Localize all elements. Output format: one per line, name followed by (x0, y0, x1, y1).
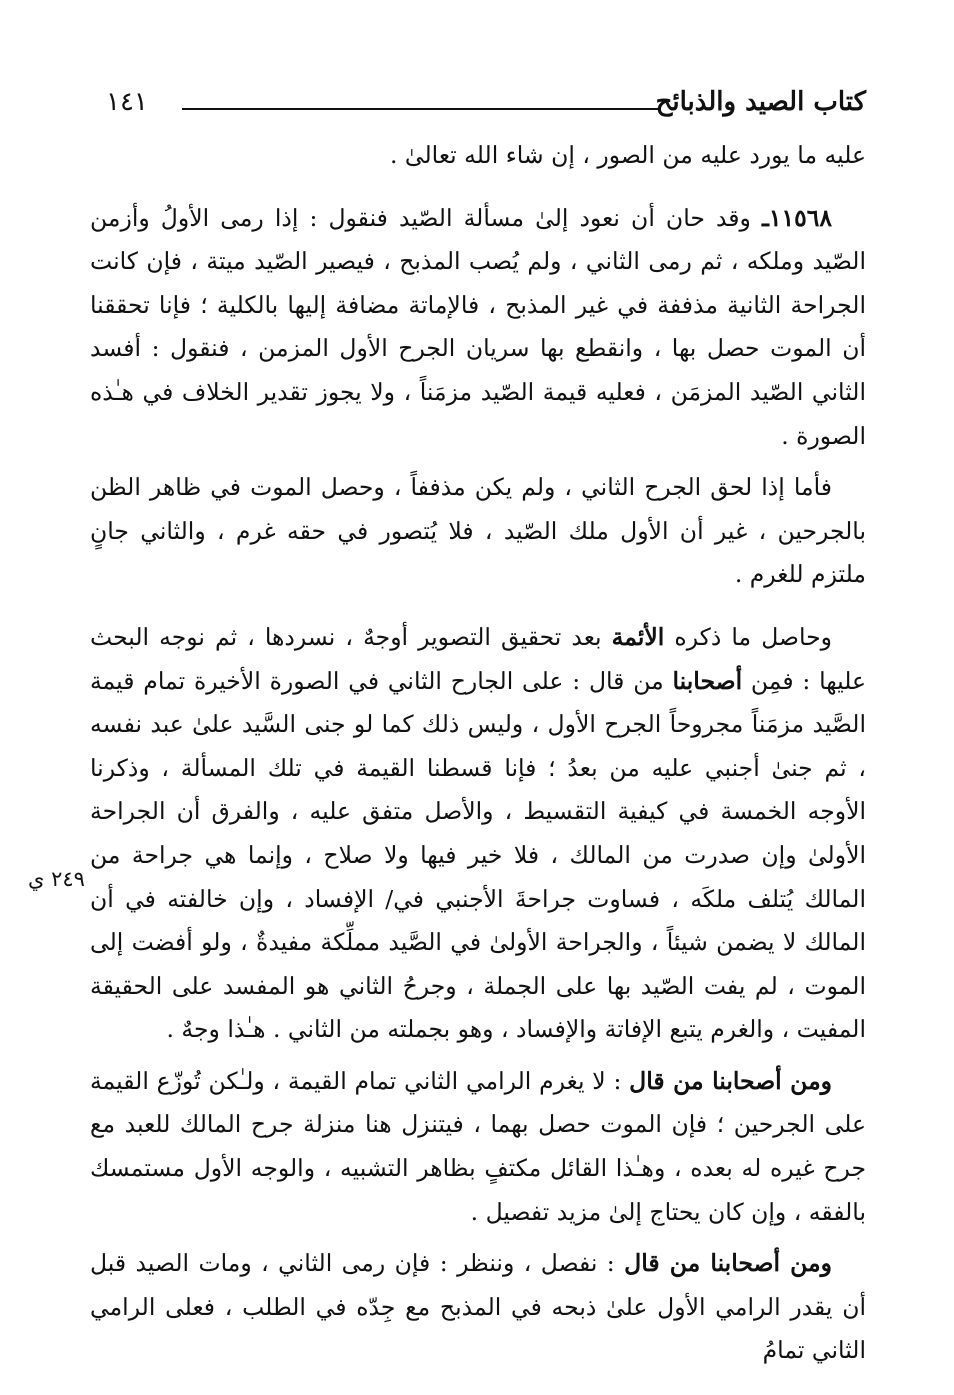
paragraph-text: وحاصل ما ذكره (664, 622, 832, 651)
page-number: ١٤١ (106, 87, 148, 117)
keyword-ashabuna: أصحابنا (672, 666, 743, 695)
header-rule (182, 108, 658, 110)
paragraph-second-opinion (90, 1060, 866, 1234)
paragraph-second-wound: فأما إذا لحق الجرح الثاني ، ولم يكن مذففاً ، وحصل الموت في ظاهر الظن بالجرحين ، غير أن الأول ملك الصّيد ، فلا يُتصور في حقه غرم ، والثاني جانٍ ملتزم للغرم . (90, 473, 866, 589)
manuscript-folio-marker: ٢٤٩ ي (28, 867, 85, 891)
paragraph-text: : نفصل ، وننظر : فإن رمى الثاني ، ومات الصيد قبل أن يقدر الرامي الأول علىٰ ذبحه في المذبح مع جِدّه في الطلب ، فعلى الرامي الثاني تمامُ (90, 1249, 866, 1365)
keyword-ashabuna-qal: ومن أصحابنا من قال (629, 1066, 833, 1095)
paragraph-11568 (90, 197, 866, 459)
keyword-ashabuna-qal: ومن أصحابنا من قال (624, 1249, 832, 1278)
paragraph-third-opinion (90, 1242, 866, 1373)
paragraph-text: وقد حان أن نعود إلىٰ مسألة الصّيد فنقول : إذا رمى الأولُ وأزمن الصّيد وملكه ، ثم رمى الثاني ، ولم يُصب المذبح ، فيصير الصّيد ميتة ، فإن كانت الجراحة الثانية مذففة في غير المذبح ، فالإماتة مضافة إليها بالكلية ؛ فإنا تحققنا أن الموت حصل بها ، وانقطع بها سريان الجرح الأول المزمن ، فنقول : أفسد الثاني الصّيد المزمَن ، فعليه قيمة الصّيد مزمَناً ، ولا يجوز تقدير الخلاف في هـٰذه الصورة . (90, 203, 866, 450)
paragraph-text: : لا يغرم الرامي الثاني تمام القيمة ، ولـٰكن تُوزّع القيمة على الجرحين ؛ فإن الموت حصل بهما ، فيتنزل هنا منزلة جرح المالك للعبد مع جرح غيره له بعده ، وهـٰذا القائل مكتفٍ بظاهر التشبيه ، والوجه الأول مستمسك بالفقه ، وإن كان يحتاج إلىٰ مزيد تفصيل . (90, 1066, 866, 1226)
paragraph-text: بعد تحقيق التصوير أوجهٌ ، نسردها ، ثم نوجه البحث عليها : فمِن (90, 622, 867, 695)
paragraph-continuation: عليه ما يورد عليه من الصور ، إن شاء الله تعالىٰ . (389, 141, 866, 169)
paragraph-number: ١١٥٦٨ـ (761, 203, 832, 232)
book-title: كتاب الصيد والذبائح (655, 87, 866, 117)
paragraph-text: من قال : على الجارح الثاني في الصورة الأخيرة تمام قيمة الصَّيد مزمَناً مجروحاً الجرح الأول ، وليس ذلك كما لو جنى السَّيد علىٰ عبد نفسه ، ثم جنىٰ أجنبي عليه من بعدُ ؛ فإنا قسطنا القيمة في تلك المسألة ، وذكرنا الأوجه الخمسة في كيفية التقسيط ، والأصل متفق عليه ، والفرق أن الجراحة الأولىٰ وإن صدرت من المالك ، فلا خير فيها ولا صلاح ، وإنما هي جراحة من المالك يُتلف ملكَه ، فساوت جراحةَ الأجنبي في/ الإفساد ، وإن خالفته في أن المالك لا يضمن شيئاً ، والجراحة الأولىٰ في الصَّيد مملِّكة مفيدةٌ ، ولو أفضت إلى الموت ، لم يفت الصّيد بها على الجملة ، وجرحُ الثاني هو المفسد على الحقيقة المفيت ، والغرم يتبع الإفاتة والإفساد ، وهو بجملته من الثاني . هـٰذا وجهٌ . (90, 666, 866, 1044)
running-header (86, 82, 866, 126)
paragraph-imams-views (90, 616, 866, 1052)
body-text (90, 134, 866, 1373)
keyword-aimma: الأئمة (611, 622, 665, 651)
